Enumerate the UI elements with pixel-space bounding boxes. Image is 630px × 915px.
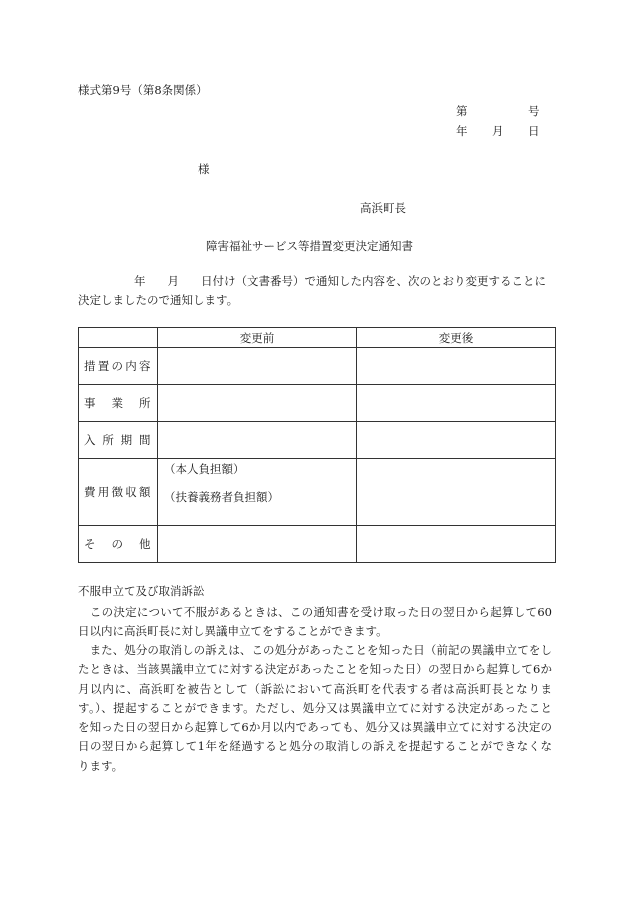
row-label-char: 所 xyxy=(139,396,151,410)
appeal-paragraph-2 xyxy=(78,641,552,776)
row-label-char: の xyxy=(111,359,124,373)
row-label-char: 容 xyxy=(139,359,151,373)
table-row-admission xyxy=(79,422,556,459)
office-after-cell xyxy=(357,385,556,422)
document-number-suffix: 号 xyxy=(528,104,540,118)
fee-supporter-label: （扶養義務者負担額） xyxy=(164,490,279,504)
admission-before-cell xyxy=(158,422,357,459)
measure-before-cell xyxy=(158,348,357,385)
row-label-char: 徴 xyxy=(111,485,124,499)
header-after: 変更後 xyxy=(357,328,556,348)
header-blank-cell xyxy=(79,328,158,348)
row-label-char: 所 xyxy=(102,433,115,447)
fee-self-label: （本人負担額） xyxy=(164,462,245,476)
issuer-name: 高浜町長 xyxy=(360,201,406,215)
row-label-fee xyxy=(79,459,158,526)
paragraph-line: 月以内に、高浜町を被告として（訴訟において高浜町を代表する者は高浜町長となりま xyxy=(78,681,552,696)
issue-date-month: 月 xyxy=(492,124,504,138)
row-label-char: 入 xyxy=(84,433,96,447)
appeal-heading: 不服申立て及び取消訴訟 xyxy=(78,584,205,598)
row-label-char: 他 xyxy=(139,537,151,551)
row-label-admission xyxy=(79,422,158,459)
other-before-cell xyxy=(158,526,357,563)
body-year: 年 xyxy=(134,274,146,288)
office-before-cell xyxy=(158,385,357,422)
header-before: 変更前 xyxy=(158,328,357,348)
document-title: 障害福祉サービス等措置変更決定通知書 xyxy=(206,239,413,253)
paragraph-line: す。）、提起することができます。ただし、処分又は異議申立てに対する決定があったこと xyxy=(78,700,552,715)
row-label-measure xyxy=(79,348,158,385)
row-label-char: 用 xyxy=(97,485,110,499)
addressee-honorific: 様 xyxy=(198,162,210,176)
table-row-fee xyxy=(79,459,556,526)
row-label-char: 内 xyxy=(125,359,138,373)
row-label-char: 額 xyxy=(139,485,151,499)
appeal-paragraph-1 xyxy=(78,603,552,642)
measure-after-cell xyxy=(357,348,556,385)
row-label-other xyxy=(79,526,158,563)
table-row-measure xyxy=(79,348,556,385)
table-header-row xyxy=(79,328,556,348)
change-table xyxy=(78,327,556,563)
document-number-prefix: 第 xyxy=(456,104,468,118)
row-label-char: の xyxy=(111,537,124,551)
fee-after-cell xyxy=(357,459,556,526)
paragraph-line: たときは、当該異議申立てに対する決定があったことを知った日）の翌日から起算して6か xyxy=(78,662,552,677)
row-label-char: 事 xyxy=(84,396,96,410)
form-number-label: 様式第9号（第8条関係） xyxy=(78,83,208,97)
table-row-other xyxy=(79,526,556,563)
paragraph-line: ります。 xyxy=(78,758,124,773)
body-month: 月 xyxy=(167,274,179,288)
issue-date-year: 年 xyxy=(456,124,468,138)
body-text-line-1 xyxy=(78,273,546,289)
row-label-char: 業 xyxy=(111,396,124,410)
row-label-char: 置 xyxy=(97,359,110,373)
table-row-office xyxy=(79,385,556,422)
fee-before-cell xyxy=(158,459,357,526)
row-label-office xyxy=(79,385,158,422)
issue-date-day: 日 xyxy=(528,124,540,138)
body-rest: 日付け（文書番号）で通知した内容を、次のとおり変更することに xyxy=(201,274,546,288)
body-text-line-2: 決定しましたので通知します。 xyxy=(78,293,239,307)
row-label-char: 期 xyxy=(120,433,133,447)
other-after-cell xyxy=(357,526,556,563)
paragraph-line: また、処分の取消しの訴えは、この処分があったことを知った日（前記の異議申立てをし xyxy=(78,643,552,657)
row-label-char: 費 xyxy=(84,485,96,499)
row-label-char: 間 xyxy=(138,433,151,447)
paragraph-line: この決定について不服があるときは、この通知書を受け取った日の翌日から起算して60 xyxy=(78,605,552,619)
paragraph-line: 日の翌日から起算して1年を経過すると処分の取消しの訴えを提起することができなくな xyxy=(78,739,552,754)
row-label-char: そ xyxy=(84,537,96,551)
row-label-char: 収 xyxy=(125,485,138,499)
paragraph-line: 日以内に高浜町長に対し異議申立てをすることができます。 xyxy=(78,624,388,639)
paragraph-line: を知った日の翌日から起算して6か月以内であっても、処分又は異議申立てに対する決定の xyxy=(78,720,552,735)
row-label-char: 措 xyxy=(84,359,96,373)
admission-after-cell xyxy=(357,422,556,459)
